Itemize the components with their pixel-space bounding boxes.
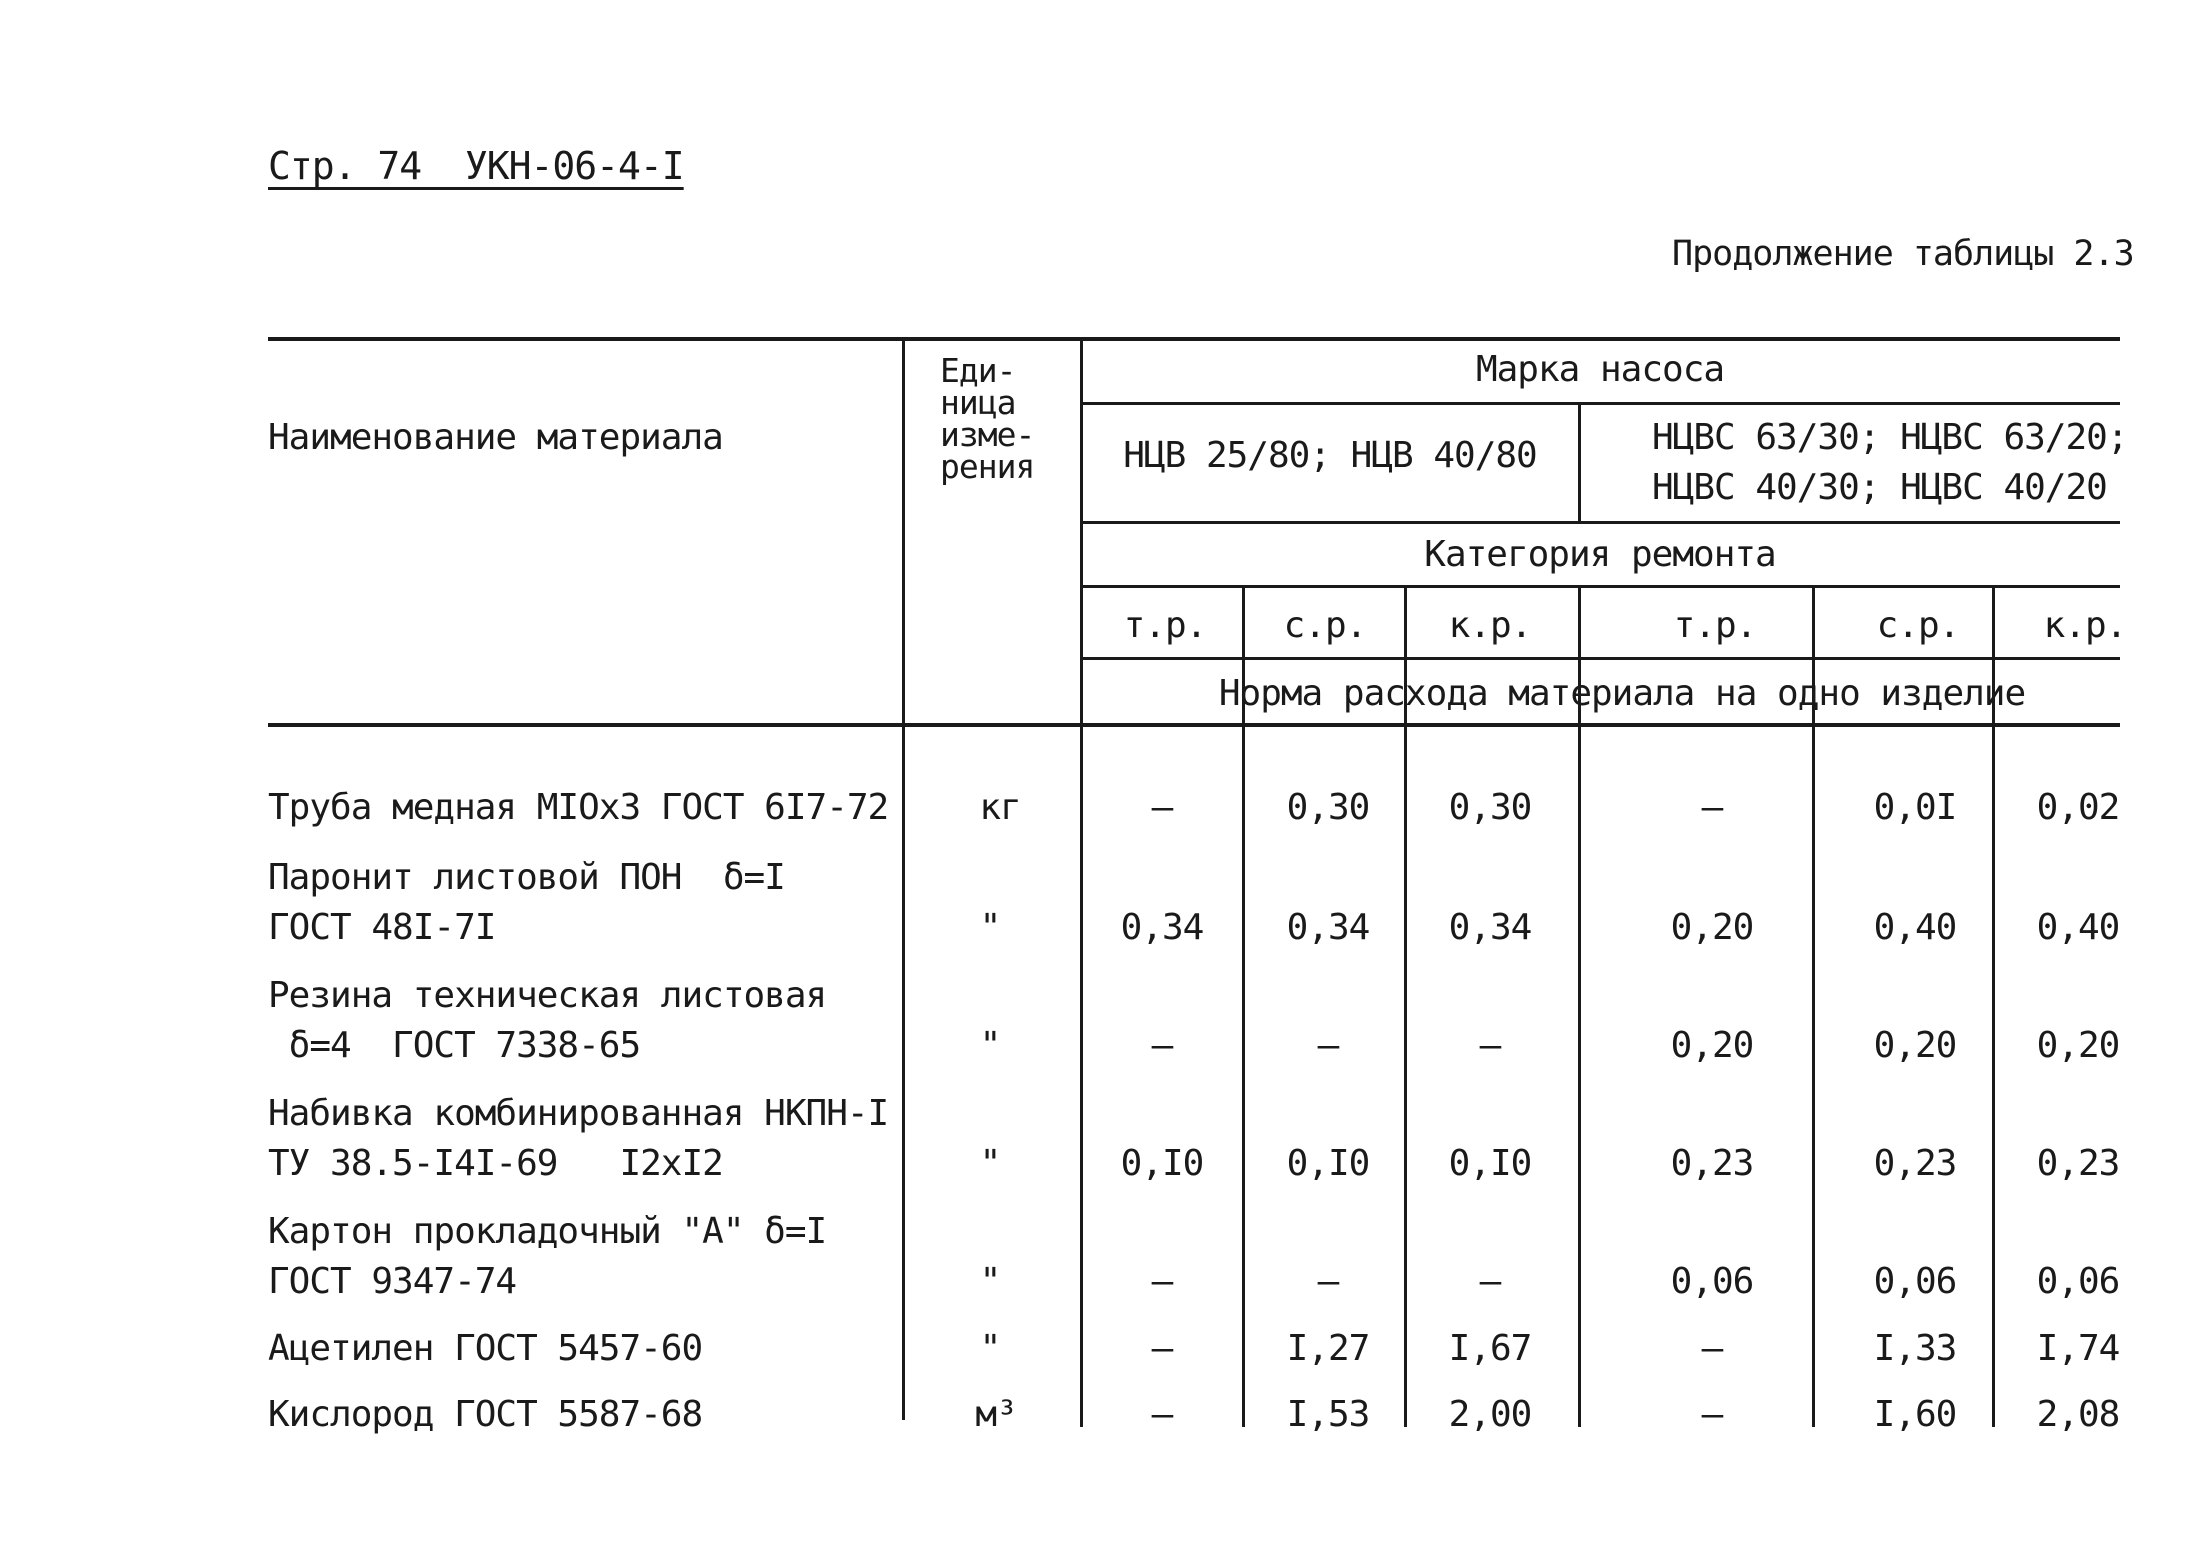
value-cell: I,27 bbox=[1286, 1328, 1370, 1369]
value-cell: 0,I0 bbox=[1286, 1143, 1370, 1184]
value-cell: 0,02 bbox=[2036, 787, 2120, 828]
unit-cell: " bbox=[979, 1143, 1001, 1184]
subcol-label: с.р. bbox=[1876, 605, 1960, 646]
material-name: Паронит листовой ПОН δ=I bbox=[268, 857, 785, 898]
material-name: ТУ 38.5-I4I-69 I2хI2 bbox=[268, 1143, 723, 1184]
header-unit-line: изме- bbox=[940, 415, 1035, 454]
header-unit-line: ница bbox=[940, 383, 1016, 422]
table-continuation-caption: Продолжение таблицы 2.3 bbox=[1672, 234, 2134, 274]
value-cell: 0,20 bbox=[1670, 1025, 1754, 1066]
value-cell: 2,08 bbox=[2036, 1394, 2120, 1435]
groups-sub-rule bbox=[1080, 521, 2120, 524]
value-cell: 0,20 bbox=[1670, 907, 1754, 948]
value-cell: I,74 bbox=[2036, 1328, 2120, 1369]
value-cell: 0,20 bbox=[1873, 1025, 1957, 1066]
header-pump-brand: Марка насоса bbox=[1475, 349, 1725, 390]
value-cell: I,67 bbox=[1448, 1328, 1532, 1369]
value-cell: 0,34 bbox=[1448, 907, 1532, 948]
subcol-label: т.р. bbox=[1123, 605, 1207, 646]
value-cell: – bbox=[1151, 1328, 1173, 1369]
value-cell: – bbox=[1479, 1261, 1501, 1302]
material-name: ГОСТ 48I-7I bbox=[268, 907, 496, 948]
unit-cell: " bbox=[979, 1025, 1001, 1066]
value-cell: 2,00 bbox=[1448, 1394, 1532, 1435]
value-cell: 0,34 bbox=[1120, 907, 1204, 948]
category-sub-rule bbox=[1080, 585, 2120, 588]
value-cell: 0,20 bbox=[2036, 1025, 2120, 1066]
header-unit-line: Еди- bbox=[940, 351, 1016, 390]
unit-cell: " bbox=[979, 1261, 1001, 1302]
value-cell: 0,06 bbox=[1873, 1261, 1957, 1302]
material-name: Резина техническая листовая bbox=[268, 975, 827, 1016]
value-cell: 0,I0 bbox=[1120, 1143, 1204, 1184]
value-cell: 0,06 bbox=[2036, 1261, 2120, 1302]
material-name: δ=4 ГОСТ 7338-65 bbox=[268, 1025, 641, 1066]
value-cell: 0,30 bbox=[1286, 787, 1370, 828]
value-cell: – bbox=[1701, 1394, 1723, 1435]
header-pump-group-2-line1: НЦВС 63/30; НЦВС 63/20; bbox=[1652, 417, 2128, 458]
material-name: Картон прокладочный "А" δ=I bbox=[268, 1211, 827, 1252]
value-cell: 0,06 bbox=[1670, 1261, 1754, 1302]
unit-cell: кг bbox=[979, 787, 1021, 828]
value-cell: – bbox=[1151, 787, 1173, 828]
value-cell: 0,0I bbox=[1873, 787, 1957, 828]
value-cell: – bbox=[1701, 1328, 1723, 1369]
header-bottom-rule bbox=[268, 723, 2120, 727]
value-cell: 0,23 bbox=[2036, 1143, 2120, 1184]
subcol-label: к.р. bbox=[1448, 605, 1532, 646]
value-cell: 0,40 bbox=[1873, 907, 1957, 948]
unit-cell: м³ bbox=[975, 1394, 1017, 1435]
unit-cell: " bbox=[979, 907, 1001, 948]
value-cell: 0,34 bbox=[1286, 907, 1370, 948]
col-divider-unit bbox=[1080, 337, 1083, 1427]
value-cell: I,53 bbox=[1286, 1394, 1370, 1435]
subcol-label: т.р. bbox=[1673, 605, 1757, 646]
header-norm: Норма расхода материала на одно изделие bbox=[1218, 673, 2026, 714]
subcol-label: к.р. bbox=[2043, 605, 2127, 646]
value-cell: 0,23 bbox=[1670, 1143, 1754, 1184]
header-repair-category: Категория ремонта bbox=[1424, 534, 1776, 575]
material-name: Набивка комбинированная НКПН-I bbox=[268, 1093, 889, 1134]
material-name: Ацетилен ГОСТ 5457-60 bbox=[268, 1328, 703, 1369]
col-divider-name bbox=[902, 337, 905, 1420]
value-cell: – bbox=[1701, 787, 1723, 828]
subcols-sub-rule bbox=[1080, 657, 2120, 660]
header-material-name: Наименование материала bbox=[268, 417, 723, 458]
material-name: ГОСТ 9347-74 bbox=[268, 1261, 517, 1302]
value-cell: – bbox=[1151, 1394, 1173, 1435]
value-cell: – bbox=[1151, 1261, 1173, 1302]
value-cell: – bbox=[1317, 1025, 1339, 1066]
subcol-label: с.р. bbox=[1283, 605, 1367, 646]
value-cell: – bbox=[1151, 1025, 1173, 1066]
value-cell: I,33 bbox=[1873, 1328, 1957, 1369]
brand-sub-rule bbox=[1080, 402, 2120, 405]
value-cell: 0,30 bbox=[1448, 787, 1532, 828]
header-pump-group-1: НЦВ 25/80; НЦВ 40/80 bbox=[1123, 435, 1537, 476]
table-top-rule bbox=[268, 337, 2120, 341]
unit-cell: " bbox=[979, 1328, 1001, 1369]
header-unit-line: рения bbox=[940, 447, 1035, 486]
group-divider bbox=[1578, 402, 1581, 521]
value-cell: – bbox=[1479, 1025, 1501, 1066]
material-name: Труба медная МIOх3 ГОСТ 6I7-72 bbox=[268, 787, 889, 828]
value-cell: 0,40 bbox=[2036, 907, 2120, 948]
header-pump-group-2-line2: НЦВС 40/30; НЦВС 40/20 bbox=[1652, 467, 2107, 508]
page-reference: Стр. 74 УКН-06-4-I bbox=[268, 144, 684, 188]
value-cell: 0,23 bbox=[1873, 1143, 1957, 1184]
value-cell: 0,I0 bbox=[1448, 1143, 1532, 1184]
material-name: Кислород ГОСТ 5587-68 bbox=[268, 1394, 703, 1435]
value-cell: I,60 bbox=[1873, 1394, 1957, 1435]
value-cell: – bbox=[1317, 1261, 1339, 1302]
